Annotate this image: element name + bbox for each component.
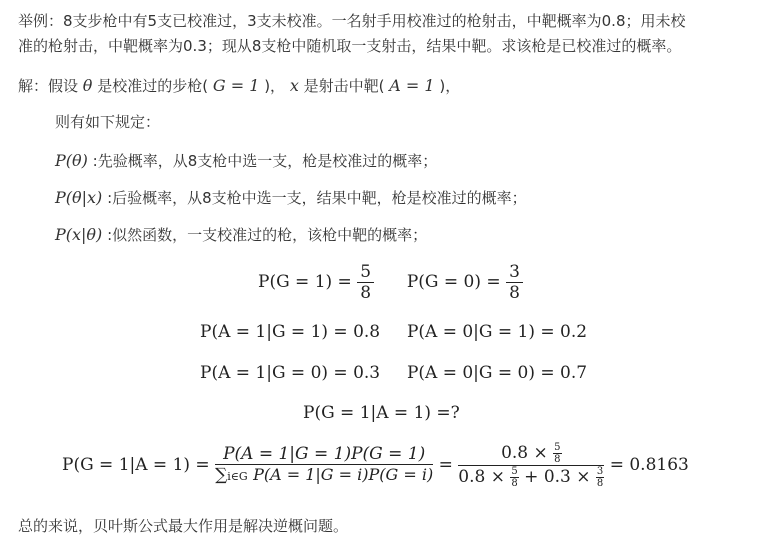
likelihood-row-1: P(A = 1|G = 1) = 0.8 P(A = 0|G = 1) = 0.2	[200, 322, 588, 342]
definition-likelihood: P(x|θ) :似然函数，一支校准过的枪，该枪中靶的概率；	[55, 225, 428, 244]
example-line-1: 举例：8支步枪中有5支已校准过，3支未校准。一名射手用校准过的枪射击，中靶概率为0.8；用未校	[18, 12, 686, 30]
bayes-fraction: $\frac{P(A = 1|G = 1)P(G = 1)}{\text{∑i∈G P(A = 1|G = i)P(G = i)}}$	[215, 444, 434, 485]
likelihood-row-2: P(A = 1|G = 0) = 0.3 P(A = 0|G = 0) = 0.7	[200, 363, 588, 383]
definition-prior: P(θ) :先验概率，从8支枪中选一支，枪是校准过的概率；	[55, 151, 438, 170]
definition-posterior: P(θ|x) :后验概率，从8支枪中选一支，结果中靶，枪是校准过的概率；	[55, 188, 527, 207]
question-equation: P(G = 1|A = 1) =?	[303, 403, 460, 423]
solution-statement: 解：假设 θ 是校准过的步枪( G = 1 )， x 是射击中靶( A = 1 )，	[18, 76, 461, 95]
intro-text: 则有如下规定：	[55, 113, 161, 131]
bayes-formula: P(G = 1|A = 1) = $\frac{P(A = 1|G = 1)P(G = 1)}{\text{∑i∈G P(A = 1|G = i)P(G = i)}}$ = 0.8 × $\frac{5}{8}$ 0.8 × $\frac{5}{8}$ + 0.3 × $\frac{3}{8}$ = 0.8163	[62, 442, 689, 489]
numeric-fraction: 0.8 × $\frac{5}{8}$ 0.8 × $\frac{5}{8}$ + 0.3 × $\frac{3}{8}$	[458, 442, 604, 489]
conclusion-text: 总的来说，贝叶斯公式最大作用是解决逆概问题。	[18, 517, 349, 535]
prior-g0-fraction: $\frac{3}{8}$	[506, 262, 523, 303]
prior-g1-fraction: $\frac{5}{8}$	[357, 262, 374, 303]
example-line-2: 准的枪射击，中靶概率为0.3；现从8支枪中随机取一支射击，结果中靶。求该枪是已校准过的概率。	[18, 37, 682, 55]
prior-equations: P(G = 1) = $\frac{5}{8}$ P(G = 0) = $\frac{3}{8}$	[258, 262, 523, 303]
